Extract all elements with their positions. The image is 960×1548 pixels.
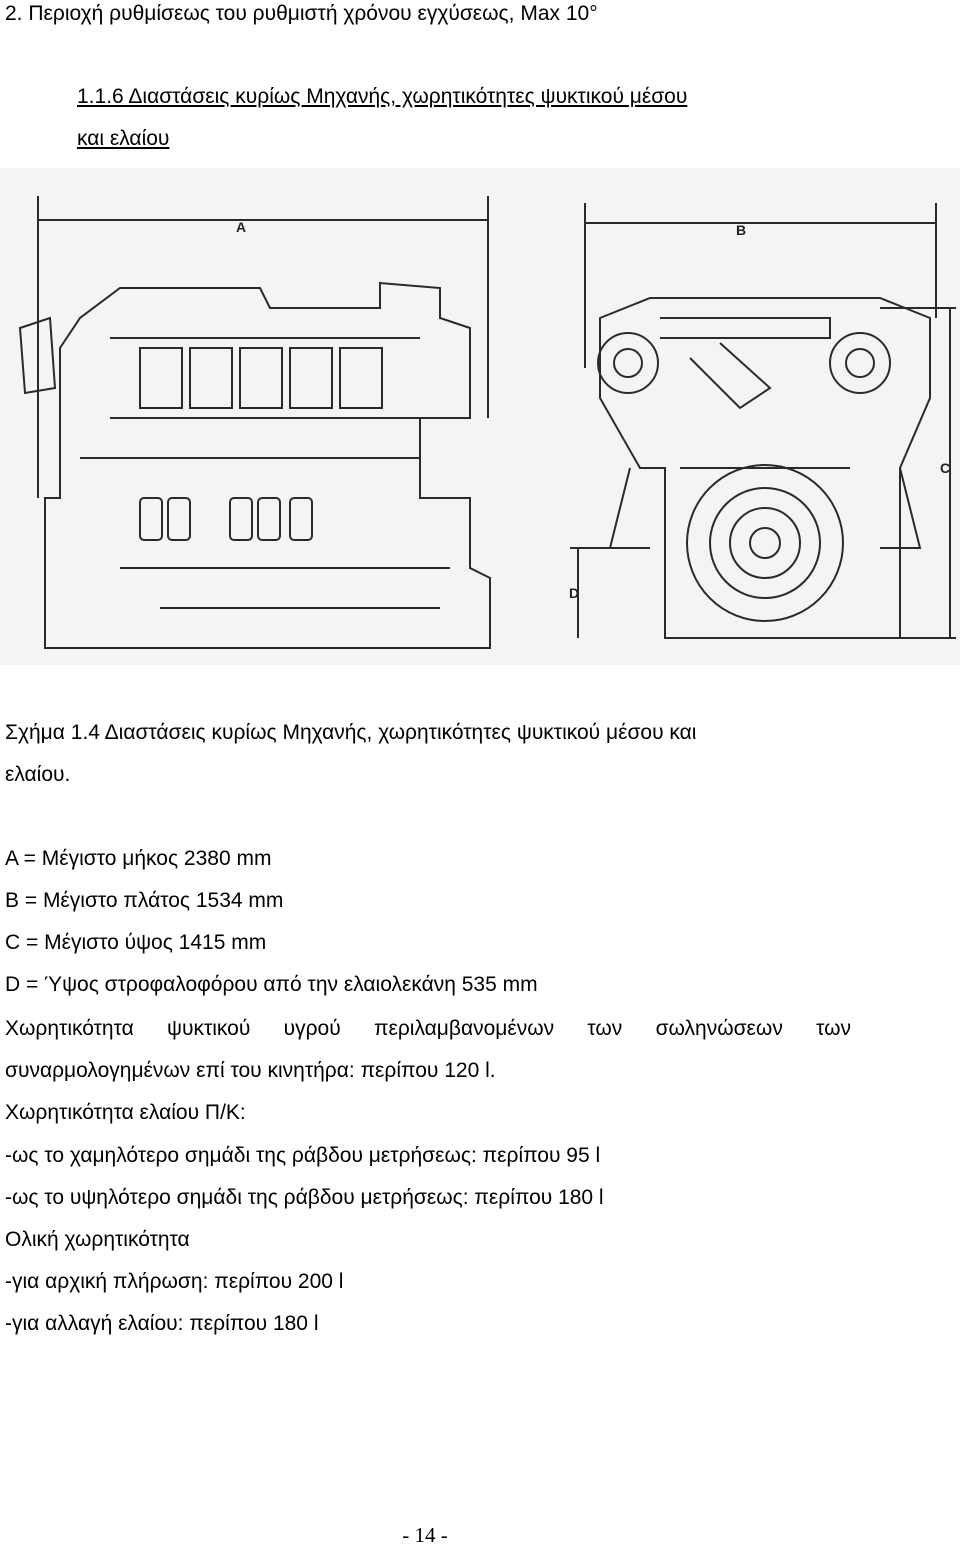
subsection-heading-line2: και ελαίου [77,127,170,150]
label-b: B [736,222,747,238]
subsection-heading-line1: 1.1.6 Διαστάσεις κυρίως Μηχανής, χωρητικότητες ψυκτικού μέσου [77,85,688,108]
label-a: A [236,219,247,235]
dimension-d: D = Ύψος στροφαλοφόρου από την ελαιολεκάνη 535 mm [5,973,538,996]
oil-capacity-low: -ως το χαμηλότερο σημάδι της ράβδου μετρήσεως: περίπου 95 l [5,1144,601,1167]
total-capacity-heading: Ολική χωρητικότητα [5,1228,190,1251]
label-d: D [569,585,580,601]
section-heading: 2. Περιοχή ρυθμίσεως του ρυθμιστή χρόνου εγχύσεως, Max 10° [5,2,598,25]
figure-caption-line1: Σχήμα 1.4 Διαστάσεις κυρίως Μηχανής, χωρητικότητες ψυκτικού μέσου και [5,721,697,744]
dimension-a: A = Μέγιστο μήκος 2380 mm [5,847,272,870]
oil-capacity-heading: Χωρητικότητα ελαίου Π/Κ: [5,1101,246,1124]
engine-dimension-figure [0,168,960,665]
coolant-capacity-line1: Χωρητικότητα ψυκτικού υγρού περιλαμβανομένων των σωληνώσεων των [5,1017,851,1040]
total-capacity-change: -για αλλαγή ελαίου: περίπου 180 l [5,1312,319,1335]
total-capacity-initial: -για αρχική πλήρωση: περίπου 200 l [5,1270,344,1293]
dimension-c: C = Μέγιστο ύψος 1415 mm [5,931,267,954]
figure-caption-line2: ελαίου. [5,763,71,786]
label-c: C [940,460,951,476]
dimension-b: B = Μέγιστο πλάτος 1534 mm [5,889,284,912]
oil-capacity-high: -ως το υψηλότερο σημάδι της ράβδου μετρήσεως: περίπου 180 l [5,1186,604,1209]
page-number: - 14 - [402,1523,448,1547]
engine-drawing [0,168,960,665]
coolant-capacity-line2: συναρμολογημένων επί του κινητήρα: περίπου 120 l. [5,1059,496,1082]
